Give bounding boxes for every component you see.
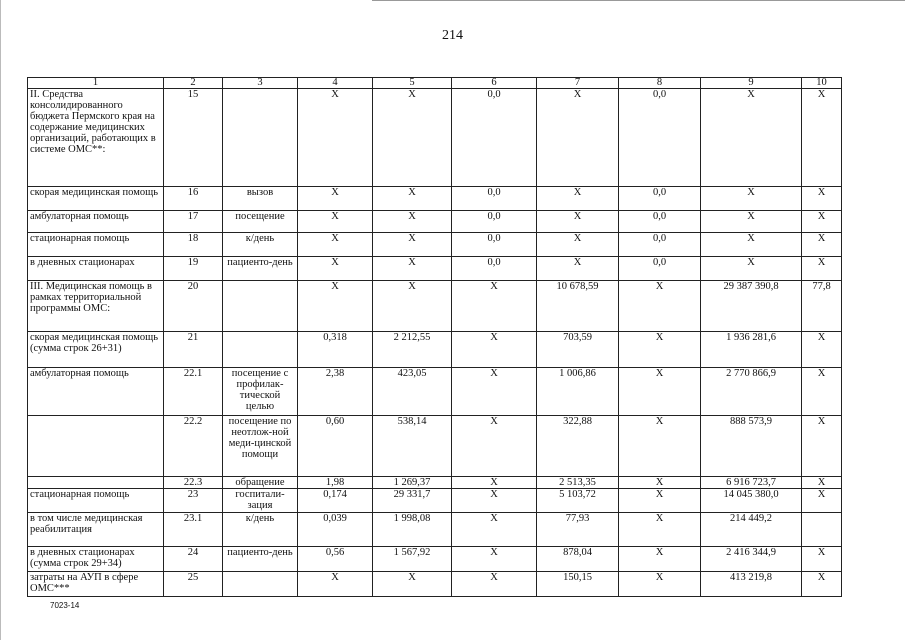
row-unit	[223, 89, 298, 187]
cell-col9: Х	[701, 89, 802, 187]
row-code: 17	[164, 211, 223, 233]
cell-col4: Х	[298, 572, 373, 597]
cell-col10: Х	[802, 89, 842, 187]
cell-col4: 0,174	[298, 489, 373, 513]
cell-col4: Х	[298, 211, 373, 233]
cell-col6: 0,0	[452, 233, 537, 257]
cell-col8: Х	[619, 281, 701, 332]
row-label	[28, 416, 164, 477]
cell-col10: Х	[802, 416, 842, 477]
table-row	[28, 332, 842, 368]
row-unit	[223, 572, 298, 597]
cell-col7: 5 103,72	[537, 489, 619, 513]
cell-col9: 413 219,8	[701, 572, 802, 597]
table-row	[28, 572, 842, 597]
cell-col9: Х	[701, 257, 802, 281]
row-label: амбулаторная помощь	[28, 211, 164, 233]
row-code: 19	[164, 257, 223, 281]
cell-col8: Х	[619, 572, 701, 597]
left-edge-line	[0, 0, 1, 640]
cell-col8: Х	[619, 477, 701, 489]
row-unit: вызов	[223, 187, 298, 211]
table-row	[28, 89, 842, 187]
row-label: затраты на АУП в сфере ОМС***	[28, 572, 164, 597]
cell-col6: Х	[452, 547, 537, 572]
header-cell: 8	[619, 78, 701, 89]
cell-col7: Х	[537, 257, 619, 281]
row-code: 20	[164, 281, 223, 332]
row-label: в дневных стационарах (сумма строк 29+34)	[28, 547, 164, 572]
cell-col6: Х	[452, 489, 537, 513]
cell-col8: Х	[619, 368, 701, 416]
row-unit	[223, 281, 298, 332]
row-code: 23	[164, 489, 223, 513]
header-cell: 6	[452, 78, 537, 89]
row-label: амбулаторная помощь	[28, 368, 164, 416]
cell-col8: 0,0	[619, 233, 701, 257]
cell-col10: Х	[802, 489, 842, 513]
cell-col7: 322,88	[537, 416, 619, 477]
cell-col5: Х	[373, 233, 452, 257]
row-label	[28, 477, 164, 489]
cell-col10: Х	[802, 547, 842, 572]
cell-col4: Х	[298, 233, 373, 257]
cell-col7: 77,93	[537, 513, 619, 547]
cell-col4: Х	[298, 257, 373, 281]
cell-col6: 0,0	[452, 211, 537, 233]
table-row	[28, 281, 842, 332]
header-cell: 4	[298, 78, 373, 89]
table-row	[28, 547, 842, 572]
table-row	[28, 211, 842, 233]
cell-col8: Х	[619, 332, 701, 368]
row-label: в том числе медицинская реабилитация	[28, 513, 164, 547]
cell-col10: Х	[802, 572, 842, 597]
row-unit: госпитали-зация	[223, 489, 298, 513]
row-code: 22.2	[164, 416, 223, 477]
header-cell: 1	[28, 78, 164, 89]
cell-col5: 29 331,7	[373, 489, 452, 513]
form-code: 7023-14	[50, 601, 80, 610]
page-number: 214	[442, 28, 463, 43]
cell-col9: Х	[701, 233, 802, 257]
cell-col6: 0,0	[452, 89, 537, 187]
table-row	[28, 416, 842, 477]
cell-col4: 0,039	[298, 513, 373, 547]
row-unit: к/день	[223, 513, 298, 547]
cell-col6: 0,0	[452, 187, 537, 211]
table-row	[28, 513, 842, 547]
cell-col8: 0,0	[619, 257, 701, 281]
cell-col8: Х	[619, 416, 701, 477]
cell-col9: 6 916 723,7	[701, 477, 802, 489]
row-label: скорая медицинская помощь	[28, 187, 164, 211]
cell-col9: 888 573,9	[701, 416, 802, 477]
row-unit: посещение	[223, 211, 298, 233]
top-edge-line	[372, 0, 905, 1]
cell-col7: Х	[537, 187, 619, 211]
header-row	[28, 78, 842, 89]
cell-col5: 538,14	[373, 416, 452, 477]
cell-col7: 10 678,59	[537, 281, 619, 332]
table-row	[28, 368, 842, 416]
cell-col8: Х	[619, 489, 701, 513]
row-label: стационарная помощь	[28, 233, 164, 257]
cell-col7: Х	[537, 211, 619, 233]
cell-col4: Х	[298, 187, 373, 211]
cell-col4: 0,56	[298, 547, 373, 572]
row-unit: посещение с профилак-тической целью	[223, 368, 298, 416]
cell-col6: Х	[452, 513, 537, 547]
cell-col10: Х	[802, 477, 842, 489]
cell-col9: 29 387 390,8	[701, 281, 802, 332]
cell-col9: Х	[701, 211, 802, 233]
row-unit: пациенто-день	[223, 547, 298, 572]
table-row	[28, 489, 842, 513]
cell-col10: Х	[802, 211, 842, 233]
cell-col4: 0,60	[298, 416, 373, 477]
cell-col7: 150,15	[537, 572, 619, 597]
table-row	[28, 187, 842, 211]
cell-col5: 2 212,55	[373, 332, 452, 368]
row-label: III. Медицинская помощь в рамках территориальной программы ОМС:	[28, 281, 164, 332]
header-cell: 9	[701, 78, 802, 89]
cell-col4: 0,318	[298, 332, 373, 368]
cell-col10: Х	[802, 187, 842, 211]
cell-col5: Х	[373, 89, 452, 187]
row-code: 18	[164, 233, 223, 257]
row-label: стационарная помощь	[28, 489, 164, 513]
cell-col8: 0,0	[619, 211, 701, 233]
row-unit: посещение по неотлож-ной меди-цинской помощи	[223, 416, 298, 477]
row-code: 21	[164, 332, 223, 368]
cell-col4: 1,98	[298, 477, 373, 489]
cell-col8: Х	[619, 547, 701, 572]
cell-col7: Х	[537, 233, 619, 257]
header-cell: 5	[373, 78, 452, 89]
cell-col10: Х	[802, 257, 842, 281]
row-code: 15	[164, 89, 223, 187]
cell-col9: 2 770 866,9	[701, 368, 802, 416]
cell-col4: Х	[298, 89, 373, 187]
cell-col10: Х	[802, 233, 842, 257]
cell-col6: Х	[452, 477, 537, 489]
cell-col6: 0,0	[452, 257, 537, 281]
row-code: 24	[164, 547, 223, 572]
cell-col5: 1 998,08	[373, 513, 452, 547]
cell-col5: Х	[373, 257, 452, 281]
cell-col7: 703,59	[537, 332, 619, 368]
row-code: 22.3	[164, 477, 223, 489]
table-row	[28, 233, 842, 257]
cell-col7: 878,04	[537, 547, 619, 572]
cell-col10	[802, 513, 842, 547]
cell-col5: 1 269,37	[373, 477, 452, 489]
cell-col6: Х	[452, 281, 537, 332]
row-label: в дневных стационарах	[28, 257, 164, 281]
row-unit: пациенто-день	[223, 257, 298, 281]
cell-col6: Х	[452, 572, 537, 597]
cell-col9: 14 045 380,0	[701, 489, 802, 513]
cell-col7: Х	[537, 89, 619, 187]
row-unit	[223, 332, 298, 368]
row-unit: обращение	[223, 477, 298, 489]
row-code: 16	[164, 187, 223, 211]
row-code: 22.1	[164, 368, 223, 416]
table-row	[28, 477, 842, 489]
cell-col6: Х	[452, 368, 537, 416]
cell-col5: Х	[373, 281, 452, 332]
cell-col9: 2 416 344,9	[701, 547, 802, 572]
cell-col5: 423,05	[373, 368, 452, 416]
row-code: 25	[164, 572, 223, 597]
cell-col4: 2,38	[298, 368, 373, 416]
cell-col9: Х	[701, 187, 802, 211]
cell-col5: 1 567,92	[373, 547, 452, 572]
cell-col5: Х	[373, 187, 452, 211]
data-table	[27, 77, 842, 597]
cell-col6: Х	[452, 416, 537, 477]
cell-col7: 1 006,86	[537, 368, 619, 416]
cell-col5: Х	[373, 211, 452, 233]
cell-col8: 0,0	[619, 89, 701, 187]
cell-col8: 0,0	[619, 187, 701, 211]
row-unit: к/день	[223, 233, 298, 257]
header-cell: 10	[802, 78, 842, 89]
cell-col10: 77,8	[802, 281, 842, 332]
cell-col7: 2 513,35	[537, 477, 619, 489]
table-row	[28, 257, 842, 281]
cell-col10: Х	[802, 332, 842, 368]
row-label: скорая медицинская помощь (сумма строк 26+31)	[28, 332, 164, 368]
row-label: II. Средства консолидированного бюджета Пермского края на содержание медицинских организаций, работающих в системе ОМС**:	[28, 89, 164, 187]
header-cell: 3	[223, 78, 298, 89]
cell-col8: Х	[619, 513, 701, 547]
row-code: 23.1	[164, 513, 223, 547]
cell-col9: 1 936 281,6	[701, 332, 802, 368]
cell-col10: Х	[802, 368, 842, 416]
cell-col4: Х	[298, 281, 373, 332]
header-cell: 2	[164, 78, 223, 89]
cell-col6: Х	[452, 332, 537, 368]
cell-col5: Х	[373, 572, 452, 597]
cell-col9: 214 449,2	[701, 513, 802, 547]
header-cell: 7	[537, 78, 619, 89]
